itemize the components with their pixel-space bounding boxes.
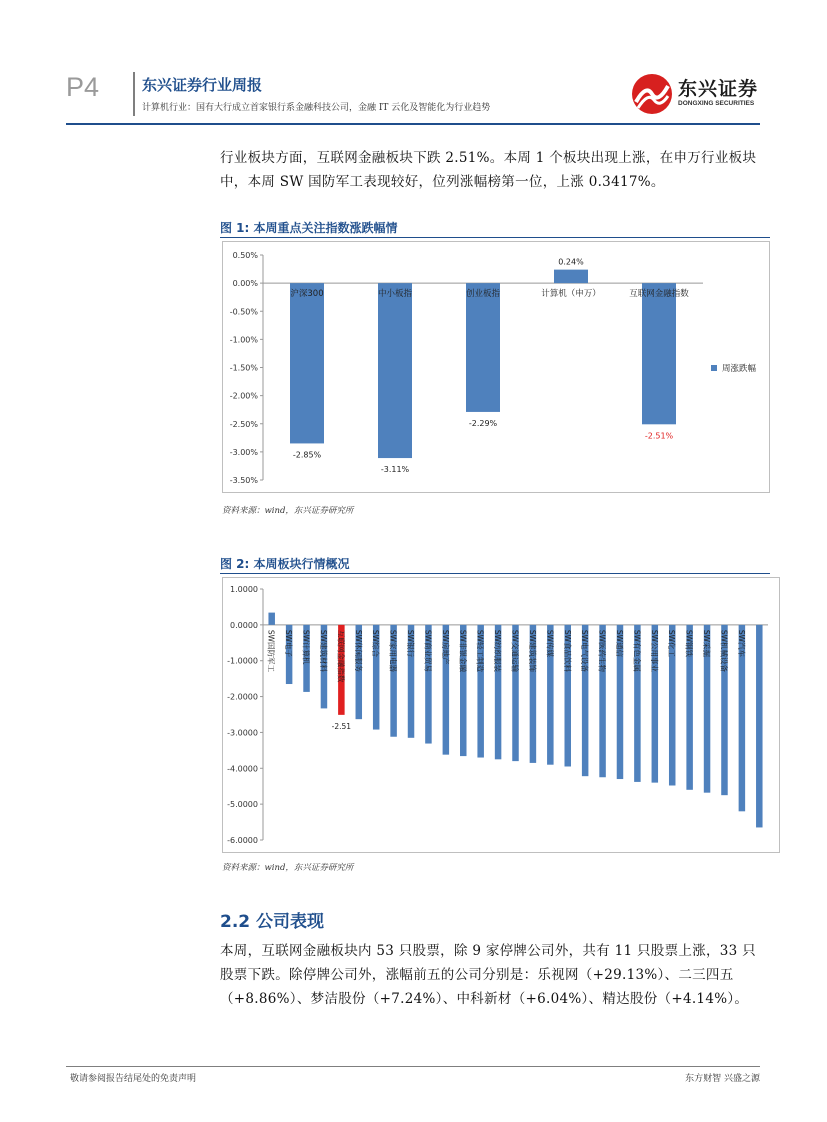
category-label: SW医药生物 bbox=[597, 629, 607, 673]
category-label: SW汽车 bbox=[736, 629, 746, 658]
figure2-title: 图 2: 本周板块行情概况 bbox=[220, 557, 350, 571]
category-label: SW商业贸易 bbox=[423, 629, 433, 673]
intro-paragraph: 行业板块方面，互联网金融板块下跌 2.51%。本周 1 个板块出现上涨，在申万行业板块中，本周 SW 国防军工表现较好，位列涨幅榜第一位，上涨 0.3417%。 bbox=[220, 150, 757, 190]
logo-text: 东兴证券 bbox=[678, 78, 759, 100]
figure2-source: 资料来源：wind，东兴证券研究所 bbox=[222, 863, 354, 873]
bar bbox=[642, 283, 676, 424]
bar bbox=[290, 283, 324, 443]
y-tick-label: 0.0000 bbox=[230, 620, 258, 630]
category-label: 创业板指 bbox=[465, 289, 501, 300]
bar bbox=[554, 270, 588, 284]
category-label: SW传媒 bbox=[545, 629, 555, 658]
company-logo bbox=[630, 72, 760, 116]
category-label: 互联网金融指数 bbox=[629, 289, 689, 300]
category-label: 计算机（申万） bbox=[541, 289, 601, 300]
category-label: SW交通运输 bbox=[510, 629, 520, 673]
y-tick-label: 1.0000 bbox=[230, 585, 258, 594]
category-label: SW建筑材料 bbox=[318, 629, 328, 673]
logo-english: DONGXING SECURITIES bbox=[678, 100, 755, 107]
header-rule bbox=[66, 123, 760, 125]
footer-disclaimer: 敬请参阅报告结尾处的免责声明 bbox=[70, 1074, 197, 1084]
y-tick-label: 0.50% bbox=[232, 251, 258, 260]
category-label: SW纺织服装 bbox=[493, 629, 503, 673]
report-subtitle: 计算机行业：国有大行成立首家银行系金融科技公司，金融 IT 云化及智能化为行业趋势 bbox=[142, 103, 491, 113]
category-label: SW建筑装饰 bbox=[527, 629, 537, 673]
category-label: SW公用事业 bbox=[649, 629, 659, 673]
category-label: SW房地产 bbox=[440, 629, 450, 665]
figure1-svg bbox=[223, 242, 769, 492]
category-label: SW机械设备 bbox=[719, 629, 729, 673]
category-label: SW非银金融 bbox=[458, 629, 468, 673]
category-label: 沪深300 bbox=[290, 289, 324, 300]
value-label: -2.51 bbox=[331, 721, 352, 731]
category-label: SW食品饮料 bbox=[562, 629, 572, 673]
value-label: 0.24% bbox=[558, 257, 584, 267]
footer-slogan: 东方财智 兴盛之源 bbox=[685, 1074, 760, 1084]
bar bbox=[466, 283, 500, 412]
y-tick-label: -1.50% bbox=[229, 363, 258, 373]
category-label: SW休闲服务 bbox=[353, 629, 363, 673]
y-tick-label: -2.00% bbox=[229, 391, 258, 401]
figure1-rule bbox=[220, 237, 770, 238]
bar bbox=[378, 283, 412, 458]
figure1-title: 图 1: 本周重点关注指数涨跌幅情 bbox=[220, 221, 398, 235]
category-label: SW银行 bbox=[406, 629, 416, 658]
y-tick-label: -0.50% bbox=[229, 307, 258, 317]
y-tick-label: 0.00% bbox=[232, 279, 258, 289]
y-tick-label: -1.0000 bbox=[227, 656, 258, 666]
category-label: 中小板指 bbox=[377, 289, 413, 300]
category-label: 互联网金融指数 bbox=[336, 629, 346, 683]
page-number: P4 bbox=[66, 72, 100, 102]
header-divider bbox=[133, 72, 135, 116]
category-label: SW轻工制造 bbox=[475, 629, 485, 673]
category-label: SW电子 bbox=[284, 629, 294, 658]
figure2-chart bbox=[222, 577, 780, 853]
bar bbox=[268, 613, 275, 625]
y-tick-label: -3.50% bbox=[229, 476, 258, 485]
logo-emblem-icon bbox=[630, 72, 674, 116]
bar bbox=[756, 625, 763, 828]
category-label: SW国防军工 bbox=[266, 629, 276, 673]
y-tick-label: -2.50% bbox=[229, 419, 258, 429]
y-tick-label: -3.00% bbox=[229, 447, 258, 457]
category-label: SW化工 bbox=[667, 629, 677, 658]
footer-rule bbox=[66, 1066, 760, 1067]
legend-swatch bbox=[711, 365, 717, 371]
y-tick-label: -4.0000 bbox=[227, 764, 258, 774]
category-label: SW电气设备 bbox=[580, 629, 590, 673]
section-heading: 2.2 公司表现 bbox=[220, 912, 325, 932]
category-label: SW家用电器 bbox=[388, 629, 398, 673]
report-title: 东兴证券行业周报 bbox=[142, 76, 263, 94]
category-label: SW采掘 bbox=[702, 629, 712, 658]
category-label: SW计算机 bbox=[301, 629, 311, 665]
y-tick-label: -5.0000 bbox=[227, 800, 258, 810]
legend-label: 周涨跌幅 bbox=[722, 364, 757, 374]
category-label: SW综合 bbox=[371, 629, 381, 658]
category-label: SW有色金属 bbox=[632, 629, 642, 673]
figure2-rule bbox=[220, 573, 770, 574]
y-tick-label: -1.00% bbox=[229, 335, 258, 345]
y-tick-label: -2.0000 bbox=[227, 692, 258, 702]
y-tick-label: -3.0000 bbox=[227, 728, 258, 738]
figure1-source: 资料来源：wind，东兴证券研究所 bbox=[222, 506, 354, 516]
category-label: SW通信 bbox=[614, 629, 624, 658]
value-label: -3.11% bbox=[380, 465, 410, 475]
value-label: -2.29% bbox=[468, 418, 498, 428]
value-label: -2.85% bbox=[292, 450, 322, 460]
category-label: SW钢铁 bbox=[684, 629, 694, 658]
figure1-chart bbox=[222, 241, 770, 493]
section-paragraph: 本周，互联网金融板块内 53 只股票，除 9 家停牌公司外，共有 11 只股票上涨，33 只股票下跌。除停牌公司外，涨幅前五的公司分别是：乐视网（+29.13%）、二三四五（+8.86%）、梦洁股份（+7.24%）、中科新材（+6.04%）、精达股份（+4.14%）。 bbox=[220, 943, 756, 1007]
value-label: -2.51% bbox=[644, 431, 674, 441]
y-tick-label: -6.0000 bbox=[227, 836, 258, 845]
figure2-svg bbox=[223, 578, 779, 852]
